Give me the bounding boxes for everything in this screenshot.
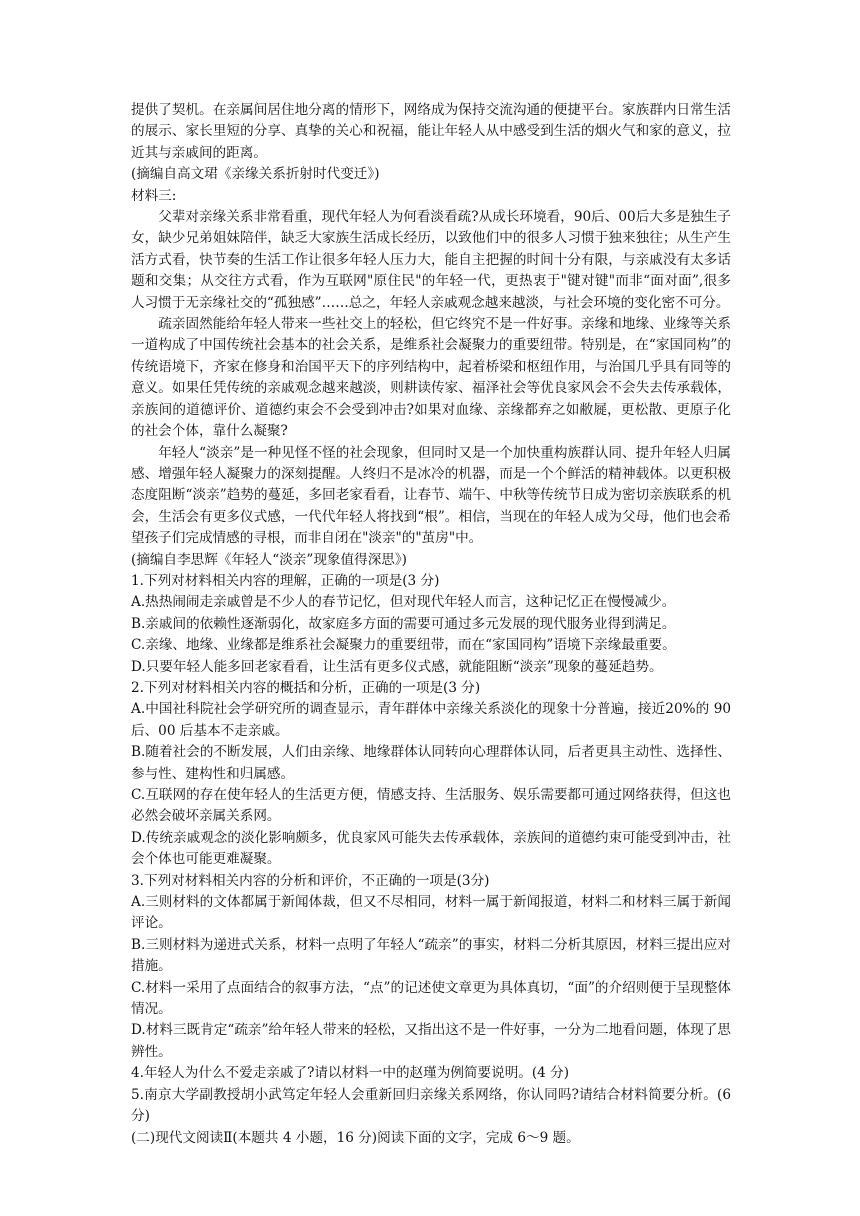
material3-paragraph: 父辈对亲缘关系非常看重，现代年轻人为何看淡看疏?从成长环境看，90后、00后大多是独生子女，缺少兄弟姐妹陪伴，缺乏大家族生活成长经历，以致他们中的很多人习惯于独来独往；从生产生活方式看，快节奏的生活工作让很多年轻人压力大，能自主把握的时间十分有限，与亲戚没有太多话题和交集；从交往方式看，作为互联网"原住民"的年轻一代，更热衷于"键对键"而非“面对面”,很多人习惯于无亲缘社交的“孤独感”……总之，年轻人亲戚观念越来越淡，与社会环境的变化密不可分。 [131, 209, 731, 311]
question-1-option: D.只要年轻人能多回老家看看，让生活有更多仪式感，就能阻断“淡亲”现象的蔓延趋势。 [131, 658, 663, 675]
question-2-option: B.随着社会的不断发展，人们由亲缘、地缘群体认同转向心理群体认同，后者更具主动性、选择性、参与性、建构性和归属感。 [131, 744, 731, 782]
question-3-option: D.材料三既肯定“疏亲”给年轻人带来的轻松，又指出这不是一件好事，一分为二地看问题，体现了思辨性。 [131, 1022, 731, 1060]
question-3-option: B.三则材料为递进式关系，材料一点明了年轻人“疏亲”的事实，材料二分析其原因，材料三提出应对措施。 [131, 936, 731, 975]
question-2-option: A.中国社科院社会学研究所的调查显示，青年群体中亲缘关系淡化的现象十分普遍，接近20%的 90 后、00 后基本不走亲戚。 [131, 701, 731, 739]
question-2-option: C.互联网的存在使年轻人的生活更方便，情感支持、生活服务、娱乐需要都可通过网络获得，但这也必然会破坏亲属关系网。 [131, 787, 731, 825]
question-3-stem: 3.下列对材料相关内容的分析和评价，不正确的一项是(3分) [131, 872, 490, 889]
material3-heading: 材料三: [131, 187, 177, 204]
question-1-stem: 1.下列对材料相关内容的理解，正确的一项是(3 分) [131, 572, 440, 589]
question-1-option: B.亲戚间的依赖性逐渐弱化，故家庭多方面的需要可通过多元发展的现代服务业得到满足。 [131, 615, 676, 632]
question-2-stem: 2.下列对材料相关内容的概括和分析，正确的一项是(3 分) [131, 679, 481, 696]
exam-page [131, 100, 731, 1149]
question-1-option: C.亲缘、地缘、业缘都是维系社会凝聚力的重要纽带，而在“家国同构”语境下亲缘最重要。 [131, 637, 676, 654]
question-5: 5.南京大学副教授胡小武笃定年轻人会重新回归亲缘关系网络，你认同吗?请结合材料简要分析。(6 分) [131, 1086, 731, 1125]
question-4: 4.年轻人为什么不爱走亲戚了?请以材料一中的赵瑾为例简要说明。(4 分) [131, 1065, 570, 1082]
intro-paragraph: 提供了契机。在亲属间居住地分离的情形下，网络成为保持交流沟通的便捷平台。家族群内日常生活的展示、家长里短的分享、真挚的关心和祝福，能让年轻人从中感受到生活的烟火气和家的意义，拉近其与亲戚间的距离。 [131, 102, 731, 161]
source-citation-3: (摘编自李思辉《年轻人“淡亲”现象值得深思》) [131, 551, 407, 568]
question-3-option: C.材料一采用了点面结合的叙事方法，“点”的记述使文章更为具体真切，“面”的介绍则便于呈现整体情况。 [131, 979, 731, 1018]
question-2-option: D.传统亲戚观念的淡化影响颇多，优良家风可能失去传承载体，亲族间的道德约束可能受到冲击，社会个体也可能更难凝聚。 [131, 829, 731, 868]
question-1-option: A.热热闹闹走亲戚曾是不少人的春节记忆，但对现代年轻人而言，这种记忆正在慢慢减少。 [131, 594, 676, 611]
material3-paragraph: 疏亲固然能给年轻人带来一些社交上的轻松，但它终究不是一件好事。亲缘和地缘、业缘等关系一道构成了中国传统社会基本的社会关系，是维系社会凝聚力的重要纽带。特别是，在“家国同构”的传统语境下，齐家在修身和治国平天下的序列结构中，起着桥梁和枢纽作用，与治国几乎具有同等的意义。如果任凭传统的亲戚观念越来越淡，则耕读传家、福泽社会等优良家风会不会失去传承载体，亲族间的道德评价、道德约束会不会受到冲击?如果对血缘、亲缘都弃之如敝屣，更松散、更原子化的社会个体，靠什么凝聚? [131, 316, 731, 440]
question-3-option: A.三则材料的文体都属于新闻体裁，但又不尽相同，材料一属于新闻报道，材料二和材料三属于新闻评论。 [131, 894, 731, 932]
source-citation-2: (摘编自高文珺《亲缘关系折射时代变迁》) [131, 166, 380, 183]
material3-paragraph: 年轻人“淡亲”是一种见怪不怪的社会现象，但同时又是一个加快重构族群认同、提升年轻人归属感、增强年轻人凝聚力的深刻提醒。人终归不是冰冷的机器，而是一个个鲜活的精神载体。以更积极态度阻断“淡亲”趋势的蔓延，多回老家看看，让春节、端午、中秋等传统节日成为密切亲族联系的机会，生活会有更多仪式感，一代代年轻人将找到“根”。相信，当现在的年轻人成为父母，他们也会希望孩子们完成情感的寻根，而非自闭在"淡亲"的"茧房"中。 [131, 444, 731, 547]
section-heading: (二)现代文阅读Ⅱ(本题共 4 小题，16 分)阅读下面的文字，完成 6～9 题。 [131, 1129, 580, 1146]
